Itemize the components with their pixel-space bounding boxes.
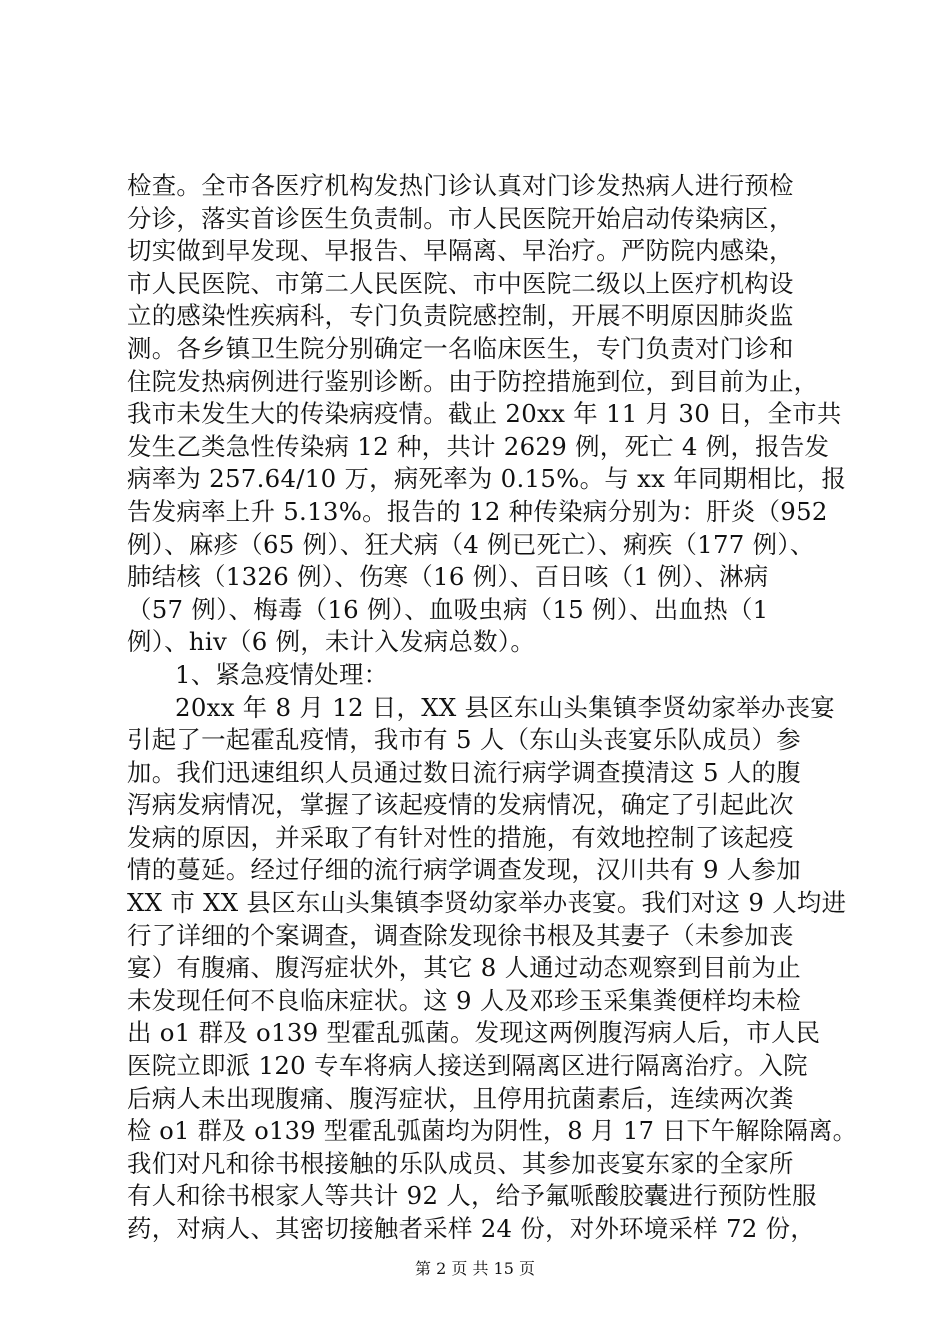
text-line: 我们对凡和徐书根接触的乐队成员、其参加丧宴东家的全家所 [127,1148,794,1178]
text-line: 出 o1 群及 o139 型霍乱弧菌。发现这两例腹泻病人后，市人民 [127,1018,821,1048]
text-line: 宴）有腹痛、腹泻症状外，其它 8 人通过动态观察到目前为止 [127,953,801,983]
text-line: 行了详细的个案调查，调查除发现徐书根及其妻子（未参加丧 [127,920,794,950]
body-text [127,170,857,1246]
text-line: 我市未发生大的传染病疫情。截止 20xx 年 11 月 30 日，全市共 [127,399,842,429]
text-line: 泻病发病情况，掌握了该起疫情的发病情况，确定了引起此次 [127,790,794,820]
text-line: 测。各乡镇卫生院分别确定一名临床医生，专门负责对门诊和 [127,333,794,363]
text-line: 医院立即派 120 专车将病人接送到隔离区进行隔离治疗。入院 [127,1051,808,1081]
text-line: 肺结核（1326 例）、伤寒（16 例）、百日咳（1 例）、淋病 [127,562,769,592]
page-footer: 第 2 页 共 15 页 [415,1259,535,1278]
text-line: 例）、hiv（6 例，未计入发病总数）。 [127,627,536,657]
text-line: 1、紧急疫情处理： [175,659,389,689]
text-line: 住院发热病例进行鉴别诊断。由于防控措施到位，到目前为止， [127,366,819,396]
text-line: 有人和徐书根家人等共计 92 人，给予氟哌酸胶囊进行预防性服 [127,1181,817,1211]
text-line: 加。我们迅速组织人员通过数日流行病学调查摸清这 5 人的腹 [127,757,801,787]
text-line: 后病人未出现腹痛、腹泻症状，且停用抗菌素后，连续两次粪 [127,1083,794,1113]
text-line: 20xx 年 8 月 12 日，XX 县区东山头集镇李贤幼家举办丧宴 [175,692,835,722]
text-line: 切实做到早发现、早报告、早隔离、早治疗。严防院内感染， [127,236,794,266]
text-line: 病率为 257.64/10 万，病死率为 0.15%。与 xx 年同期相比，报 [127,464,847,494]
text-line: 告发病率上升 5.13%。报告的 12 种传染病分别为：肝炎（952 [127,496,828,526]
text-line: 发生乙类急性传染病 12 种，共计 2629 例，死亡 4 例，报告发 [127,431,830,461]
text-line: （57 例）、梅毒（16 例）、血吸虫病（15 例）、出血热（1 [127,594,769,624]
text-line: 例）、麻疹（65 例）、狂犬病（4 例已死亡）、痢疾（177 例）、 [127,529,815,559]
text-line: 分诊，落实首诊医生负责制。市人民医院开始启动传染病区， [127,203,794,233]
text-line: 引起了一起霍乱疫情，我市有 5 人（东山头丧宴乐队成员）参 [127,725,801,755]
text-line: XX 市 XX 县区东山头集镇李贤幼家举办丧宴。我们对这 9 人均进 [127,888,847,918]
text-line: 发病的原因，并采取了有针对性的措施，有效地控制了该起疫 [127,822,794,852]
text-line: 市人民医院、市第二人民医院、市中医院二级以上医疗机构设 [127,268,794,298]
text-line: 检查。全市各医疗机构发热门诊认真对门诊发热病人进行预检 [127,171,794,200]
text-line: 检 o1 群及 o139 型霍乱弧菌均为阴性，8 月 17 日下午解除隔离。 [127,1116,857,1146]
text-line: 药，对病人、其密切接触者采样 24 份，对外环境采样 72 份， [127,1214,816,1243]
text-line: 情的蔓延。经过仔细的流行病学调查发现，汉川共有 9 人参加 [127,855,801,885]
text-line: 立的感染性疾病科，专门负责院感控制，开展不明原因肺炎监 [127,301,794,331]
text-line: 未发现任何不良临床症状。这 9 人及邓珍玉采集粪便样均未检 [127,985,801,1015]
